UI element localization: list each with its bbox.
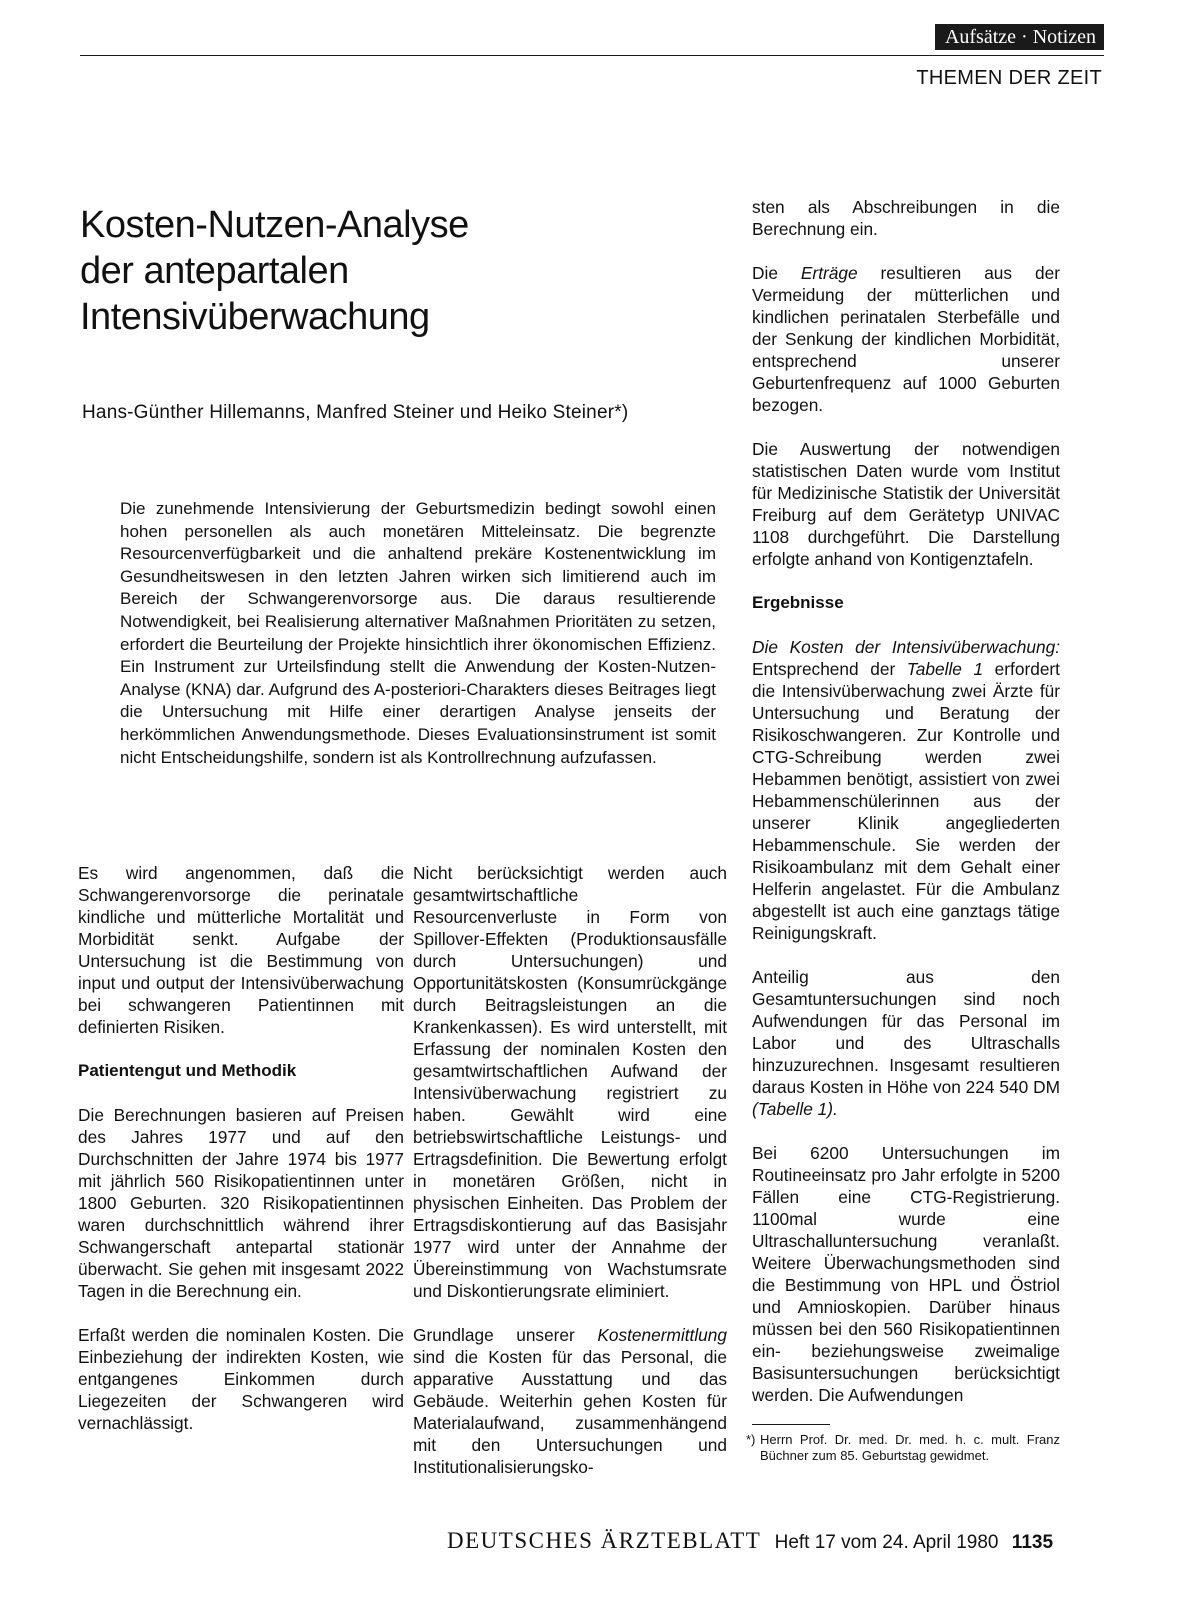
text-run: resultieren aus der Vermeidung der mütterlichen und kindlichen perinatalen Sterbefälle und der Senkung der kindlichen Morbidität, entsprechend unserer Geburtenfrequenz auf 1000 Geburten bezogen. — [752, 263, 1060, 415]
page-footer — [447, 1528, 1053, 1554]
text-run: Die — [752, 263, 801, 283]
emphasis: Die Kosten der Intensivüberwachung: — [752, 637, 1060, 657]
footnote-rule — [752, 1424, 830, 1425]
title-line: der antepartalen — [80, 250, 349, 292]
article-title — [80, 202, 469, 340]
text-run: Anteilig aus den Gesamtuntersuchungen sind noch Aufwendungen für das Personal im Labor und des Ultraschalls hinzuzurechnen. Insgesamt resultieren daraus Kosten in Höhe von 224 540 DM — [752, 967, 1060, 1097]
title-line: Kosten-Nutzen-Analyse — [80, 204, 469, 246]
rubric-tab: Aufsätze · Notizen — [935, 24, 1104, 50]
title-line: Intensivüberwachung — [80, 296, 430, 338]
journal-name: DEUTSCHES ÄRZTEBLATT — [447, 1528, 762, 1553]
paragraph: Die Auswertung der notwendigen statistischen Daten wurde vom Institut für Medizinische Statistik der Universität Freiburg auf dem Gerätetyp UNIVAC 1108 durchgeführt. Die Darstellung erfolgte anhand von Kontigenztafeln. — [752, 439, 1060, 569]
column-left — [78, 862, 404, 1456]
column-middle — [413, 862, 727, 1500]
author-line: Hans-Günther Hillemanns, Manfred Steiner und Heiko Steiner*) — [82, 402, 629, 423]
text-run: erfordert die Intensivüberwachung zwei Ärzte für Untersuchung und Beratung der Risikoschwangeren. Zur Kontrolle und CTG-Schreibung werden zwei Hebammen benötigt, assistiert von zwei Hebammenschülerinnen aus der unserer Klinik angegliederten Hebammenschule. Sie werden der Risikoambulanz mit dem Gehalt einer Helferin angelastet. Für die Ambulanz abgestellt ist auch eine ganztags tätige Reinigungskraft. — [752, 659, 1060, 943]
emphasis: (Tabelle 1). — [752, 1099, 838, 1119]
paragraph: Bei 6200 Untersuchungen im Routineeinsatz pro Jahr erfolgte in 5200 Fällen eine CTG-Registrierung. 1100mal wurde eine Ultraschalluntersuchung veranlaßt. Weitere Überwachungsmethoden sind die Bestimmung von HPL und Östriol und Amnioskopien. Darüber hinaus müssen bei den 560 Risikopatientinnen ein- beziehungsweise zweimalige Basisuntersuchungen berücksichtigt werden. Die Aufwendungen — [752, 1143, 1060, 1405]
text-run: sind die Kosten für das Personal, die apparative Ausstattung und das Gebäude. Weiterhin gehen Kosten für Materialaufwand, zusammenhängend mit den Untersuchungen und Institutionalisierungsko- — [413, 1347, 727, 1477]
paragraph: Nicht berücksichtigt werden auch gesamtwirtschaftliche Resourcenverluste in Form von Spillover-Effekten (Produktionsausfälle durch Untersuchungen) und Opportunitätskosten (Konsumrückgänge durch Beitragsleistungen an die Krankenkassen). Es wird unterstellt, mit Erfassung der nominalen Kosten den gesamtwirtschaftlichen Aufwand der Intensivüberwachung registriert zu haben. Gewählt wird eine betriebswirtschaftliche Leistungs- und Ertragsdefinition. Die Bewertung erfolgt in monetären Größen, nicht in physischen Einheiten. Das Problem der Ertragsdiskontierung auf das Basisjahr 1977 wird unter der Annahme der Übereinstimmung von Wachstumsrate und Diskontierungsrate eliminiert. — [413, 863, 727, 1301]
section-heading: Patientengut und Methodik — [78, 1061, 297, 1080]
top-rule — [80, 55, 1104, 56]
paragraph: Die Berechnungen basieren auf Preisen des Jahres 1977 und auf den Durchschnitten der Jahre 1974 bis 1977 mit jährlich 560 Risikopatientinnen unter 1800 Geburten. 320 Risikopatientinnen waren durchschnittlich während ihrer Schwangerschaft antepartal stationär überwacht. Sie gehen mit insgesamt 2022 Tagen in die Berechnung ein. — [78, 1105, 404, 1301]
paragraph: Es wird angenommen, daß die Schwangerenvorsorge die perinatale kindliche und mütterliche Mortalität und Morbidität senkt. Aufgabe der Untersuchung ist die Bestimmung von input und output der Intensivüberwachung bei schwangeren Patientinnen mit definierten Risiken. — [78, 863, 404, 1037]
emphasis: Erträge — [800, 263, 858, 283]
paragraph — [413, 1324, 727, 1478]
section-label: THEMEN DER ZEIT — [916, 67, 1102, 89]
paragraph: Erfaßt werden die nominalen Kosten. Die Einbeziehung der indirekten Kosten, wie entgangenes Einkommen durch Liegezeiten der Schwangeren wird vernachlässigt. — [78, 1325, 404, 1433]
paragraph: sten als Abschreibungen in die Berechnung ein. — [752, 197, 1060, 239]
section-heading: Ergebnisse — [752, 593, 844, 612]
text-run: Grundlage unserer — [413, 1325, 598, 1345]
paragraph — [752, 262, 1060, 416]
abstract: Die zunehmende Intensivierung der Geburtsmedizin bedingt sowohl einen hohen personellen als auch monetären Mitteleinsatz. Die begrenzte Resourcenverfügbarkeit und die anhaltend prekäre Kostenentwicklung im Gesundheitswesen in den letzten Jahren wirken sich limitierend auch im Bereich der Schwangerenvorsorge aus. Die daraus resultierende Notwendigkeit, bei Realisierung alternativer Maßnahmen Prioritäten zu setzen, erfordert die Beurteilung der Projekte hinsichtlich ihrer ökonomischen Effizienz. Ein Instrument zur Urteilsfindung stellt die Anwendung der Kosten-Nutzen-Analyse (KNA) dar. Aufgrund des A-posteriori-Charakters dieses Beitrages liegt die Untersuchung mit Hilfe einer derartigen Analyse jenseits der herkömmlichen Anwendungsmethode. Dieses Evaluationsinstrument ist somit nicht Entscheidungshilfe, sondern ist als Kontrollrechnung aufzufassen. — [120, 499, 716, 767]
page-number: 1135 — [1011, 1532, 1054, 1553]
paragraph — [752, 966, 1060, 1120]
emphasis: Tabelle 1 — [906, 659, 984, 679]
footnote: Herrn Prof. Dr. med. Dr. med. h. c. mult. Franz Büchner zum 85. Geburtstag gewidmet. — [760, 1432, 1060, 1463]
footnote-mark: *) — [746, 1432, 756, 1447]
paragraph — [752, 636, 1060, 944]
emphasis: Kostenermittlung — [597, 1325, 727, 1345]
issue-info: Heft 17 vom 24. April 1980 — [774, 1532, 999, 1553]
text-run: Entsprechend der — [752, 659, 907, 679]
column-right — [752, 196, 1060, 1428]
